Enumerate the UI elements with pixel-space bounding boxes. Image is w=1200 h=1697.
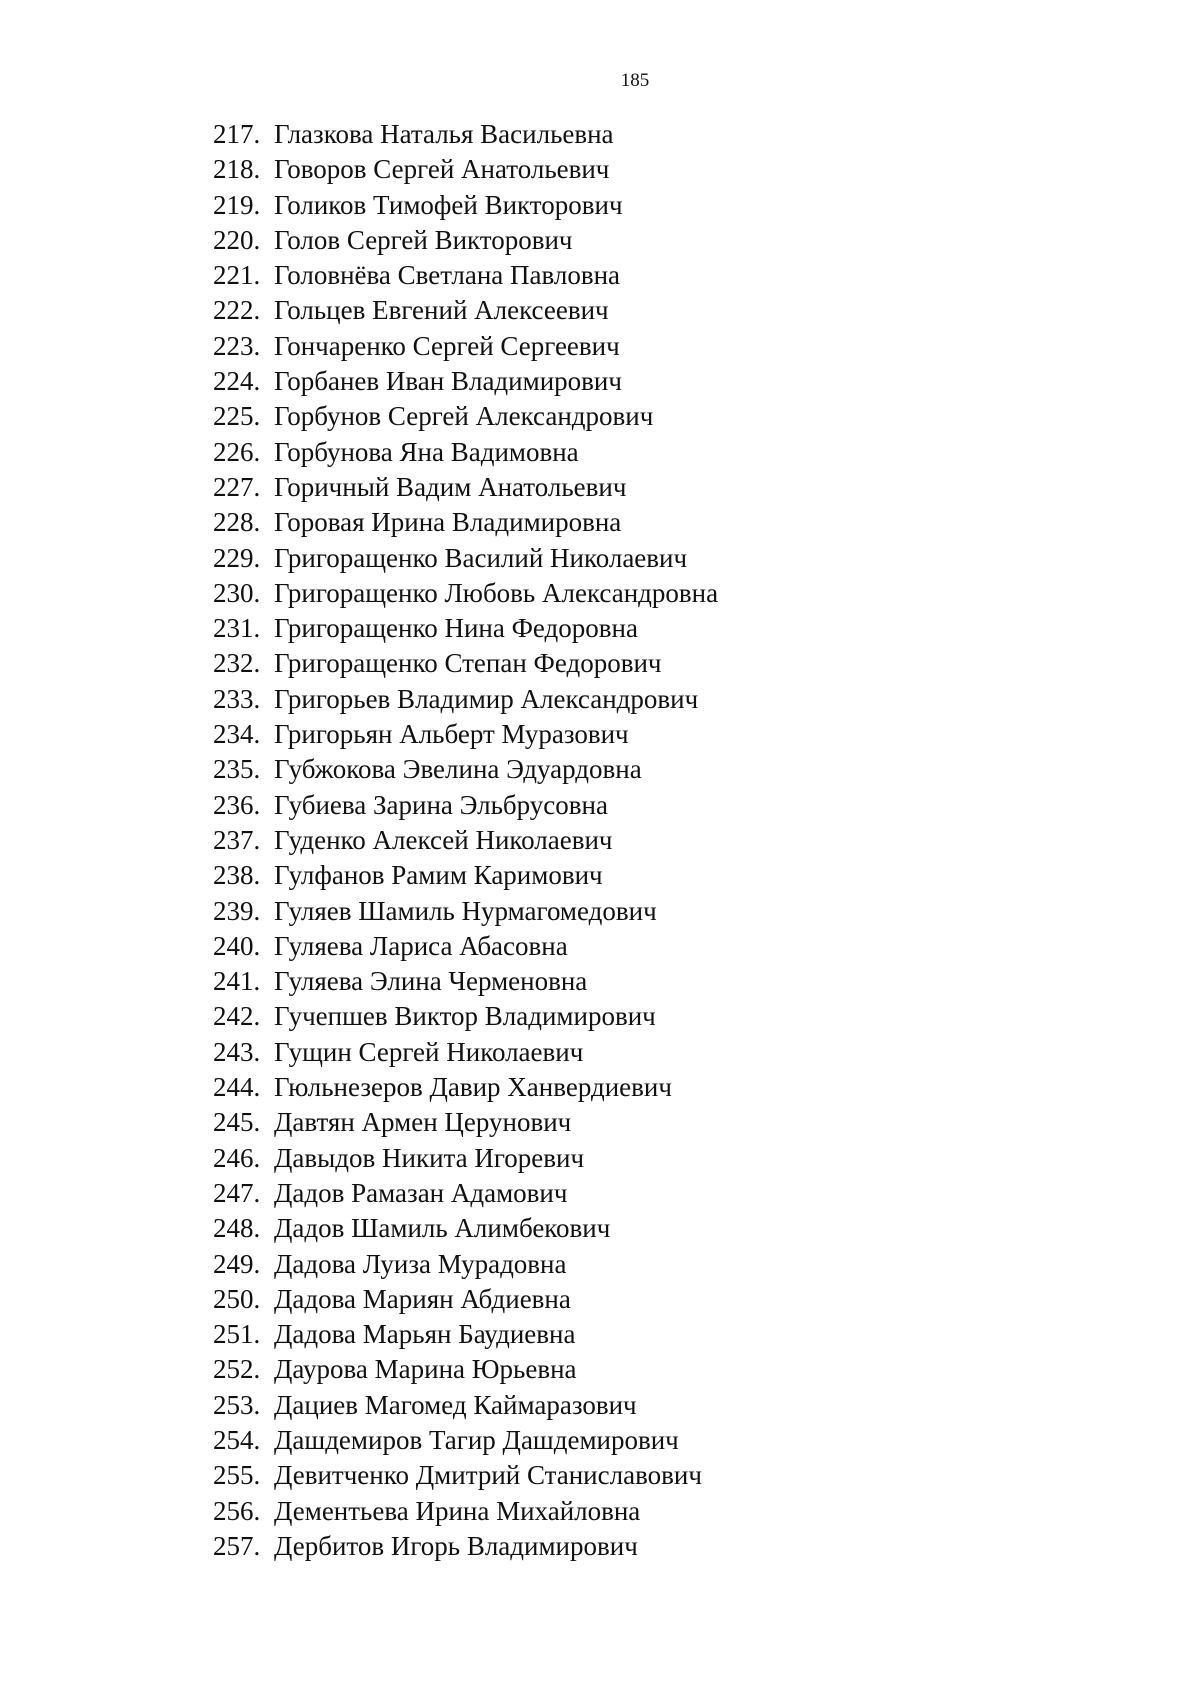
entry-number: 257. bbox=[213, 1530, 261, 1561]
entry-name: Дадова Марьян Баудиевна bbox=[274, 1319, 576, 1350]
entry-name: Гучепшев Виктор Владимирович bbox=[274, 1001, 656, 1032]
entry-name: Горичный Вадим Анатольевич bbox=[274, 471, 627, 502]
list-item bbox=[213, 541, 718, 576]
entry-number: 255. bbox=[213, 1460, 261, 1491]
entry-name: Головнёва Светлана Павловна bbox=[274, 260, 621, 291]
list-item bbox=[213, 293, 718, 328]
list-item bbox=[213, 1035, 718, 1070]
list-item bbox=[213, 717, 718, 752]
entry-number: 218. bbox=[213, 154, 261, 185]
entry-number: 219. bbox=[213, 189, 261, 220]
list-item bbox=[213, 611, 718, 646]
entry-name: Гончаренко Сергей Сергеевич bbox=[274, 330, 620, 361]
list-item bbox=[213, 1247, 718, 1282]
entry-number: 243. bbox=[213, 1036, 261, 1067]
list-item bbox=[213, 1494, 718, 1529]
entry-name: Дашдемиров Тагир Дашдемирович bbox=[274, 1424, 679, 1455]
list-item bbox=[213, 188, 718, 223]
list-item bbox=[213, 682, 718, 717]
entry-name: Горбунов Сергей Александрович bbox=[274, 401, 654, 432]
list-item bbox=[213, 1211, 718, 1246]
name-list bbox=[213, 117, 718, 1564]
entry-name: Григоращенко Василий Николаевич bbox=[274, 542, 688, 573]
list-item bbox=[213, 1141, 718, 1176]
list-item bbox=[213, 964, 718, 999]
entry-number: 231. bbox=[213, 613, 261, 644]
entry-number: 222. bbox=[213, 295, 261, 326]
list-item bbox=[213, 1282, 718, 1317]
list-item bbox=[213, 435, 718, 470]
entry-number: 253. bbox=[213, 1389, 261, 1420]
entry-name: Дадов Рамазан Адамович bbox=[274, 1177, 568, 1208]
entry-name: Горовая Ирина Владимировна bbox=[274, 507, 622, 538]
entry-name: Гуляева Элина Черменовна bbox=[274, 966, 588, 997]
entry-name: Даурова Марина Юрьевна bbox=[274, 1354, 577, 1385]
list-item bbox=[213, 1105, 718, 1140]
entry-name: Гуляева Лариса Абасовна bbox=[274, 930, 568, 961]
page-number: 185 bbox=[620, 70, 650, 91]
entry-name: Губжокова Эвелина Эдуардовна bbox=[274, 754, 642, 785]
entry-name: Дадова Луиза Мурадовна bbox=[274, 1248, 567, 1279]
list-item bbox=[213, 894, 718, 929]
entry-number: 232. bbox=[213, 648, 261, 679]
entry-number: 228. bbox=[213, 507, 261, 538]
list-item bbox=[213, 223, 718, 258]
entry-name: Дербитов Игорь Владимирович bbox=[274, 1530, 638, 1561]
entry-number: 247. bbox=[213, 1177, 261, 1208]
entry-number: 221. bbox=[213, 260, 261, 291]
entry-name: Глазкова Наталья Васильевна bbox=[274, 119, 614, 149]
entry-number: 238. bbox=[213, 860, 261, 891]
entry-number: 226. bbox=[213, 436, 261, 467]
entry-number: 233. bbox=[213, 683, 261, 714]
list-item bbox=[213, 1423, 718, 1458]
entry-name: Гуденко Алексей Николаевич bbox=[274, 824, 613, 855]
entry-number: 237. bbox=[213, 824, 261, 855]
entry-name: Григоращенко Нина Федоровна bbox=[274, 613, 638, 644]
entry-name: Дадова Мариян Абдиевна bbox=[274, 1283, 571, 1314]
entry-name: Григорьев Владимир Александрович bbox=[274, 683, 699, 714]
entry-number: 256. bbox=[213, 1495, 261, 1526]
entry-number: 224. bbox=[213, 366, 261, 397]
entry-name: Григоращенко Любовь Александровна bbox=[274, 577, 719, 608]
entry-number: 248. bbox=[213, 1213, 261, 1244]
entry-name: Говоров Сергей Анатольевич bbox=[274, 154, 610, 185]
entry-name: Дадов Шамиль Алимбекович bbox=[274, 1213, 611, 1244]
list-item bbox=[213, 929, 718, 964]
list-item bbox=[213, 364, 718, 399]
list-item bbox=[213, 399, 718, 434]
entry-number: 234. bbox=[213, 719, 261, 750]
entry-name: Дементьева Ирина Михайловна bbox=[274, 1495, 641, 1526]
list-item bbox=[213, 1388, 718, 1423]
entry-name: Губиева Зарина Эльбрусовна bbox=[274, 789, 608, 820]
entry-number: 227. bbox=[213, 471, 261, 502]
list-item bbox=[213, 1176, 718, 1211]
entry-name: Давыдов Никита Игоревич bbox=[274, 1142, 585, 1173]
entry-name: Гуляев Шамиль Нурмагомедович bbox=[274, 895, 657, 926]
list-item bbox=[213, 858, 718, 893]
entry-number: 217. bbox=[213, 119, 261, 149]
entry-name: Дациев Магомед Каймаразович bbox=[274, 1389, 637, 1420]
entry-number: 246. bbox=[213, 1142, 261, 1173]
entry-number: 229. bbox=[213, 542, 261, 573]
list-item bbox=[213, 152, 718, 187]
entry-number: 230. bbox=[213, 577, 261, 608]
list-item bbox=[213, 1317, 718, 1352]
entry-number: 223. bbox=[213, 330, 261, 361]
entry-name: Гулфанов Рамим Каримович bbox=[274, 860, 603, 891]
entry-number: 225. bbox=[213, 401, 261, 432]
list-item bbox=[213, 1458, 718, 1493]
list-item bbox=[213, 1529, 718, 1564]
list-item bbox=[213, 1352, 718, 1387]
entry-name: Гюльнезеров Давир Ханвердиевич bbox=[274, 1072, 672, 1103]
list-item bbox=[213, 788, 718, 823]
entry-name: Горбунова Яна Вадимовна bbox=[274, 436, 579, 467]
entry-number: 250. bbox=[213, 1283, 261, 1314]
list-item bbox=[213, 646, 718, 681]
entry-number: 240. bbox=[213, 930, 261, 961]
entry-name: Голов Сергей Викторович bbox=[274, 224, 573, 255]
entry-number: 236. bbox=[213, 789, 261, 820]
entry-number: 235. bbox=[213, 754, 261, 785]
entry-name: Григоращенко Степан Федорович bbox=[274, 648, 662, 679]
entry-number: 220. bbox=[213, 224, 261, 255]
entry-number: 242. bbox=[213, 1001, 261, 1032]
entry-name: Григорьян Альберт Муразович bbox=[274, 719, 629, 750]
entry-name: Гольцев Евгений Алексеевич bbox=[274, 295, 609, 326]
entry-name: Гущин Сергей Николаевич bbox=[274, 1036, 584, 1067]
entry-name: Девитченко Дмитрий Станиславович bbox=[274, 1460, 702, 1491]
list-item bbox=[213, 999, 718, 1034]
entry-number: 249. bbox=[213, 1248, 261, 1279]
entry-name: Голиков Тимофей Викторович bbox=[274, 189, 623, 220]
entry-number: 254. bbox=[213, 1424, 261, 1455]
list-item bbox=[213, 258, 718, 293]
list-item bbox=[213, 752, 718, 787]
entry-name: Горбанев Иван Владимирович bbox=[274, 366, 622, 397]
entry-number: 239. bbox=[213, 895, 261, 926]
entry-name: Давтян Армен Церунович bbox=[274, 1107, 572, 1138]
list-item bbox=[213, 576, 718, 611]
list-item bbox=[213, 823, 718, 858]
list-item bbox=[213, 329, 718, 364]
list-item bbox=[213, 470, 718, 505]
list-item bbox=[213, 117, 718, 152]
entry-number: 252. bbox=[213, 1354, 261, 1385]
entry-number: 251. bbox=[213, 1319, 261, 1350]
list-item bbox=[213, 1070, 718, 1105]
entry-number: 245. bbox=[213, 1107, 261, 1138]
entry-number: 244. bbox=[213, 1072, 261, 1103]
list-item bbox=[213, 505, 718, 540]
entry-number: 241. bbox=[213, 966, 261, 997]
